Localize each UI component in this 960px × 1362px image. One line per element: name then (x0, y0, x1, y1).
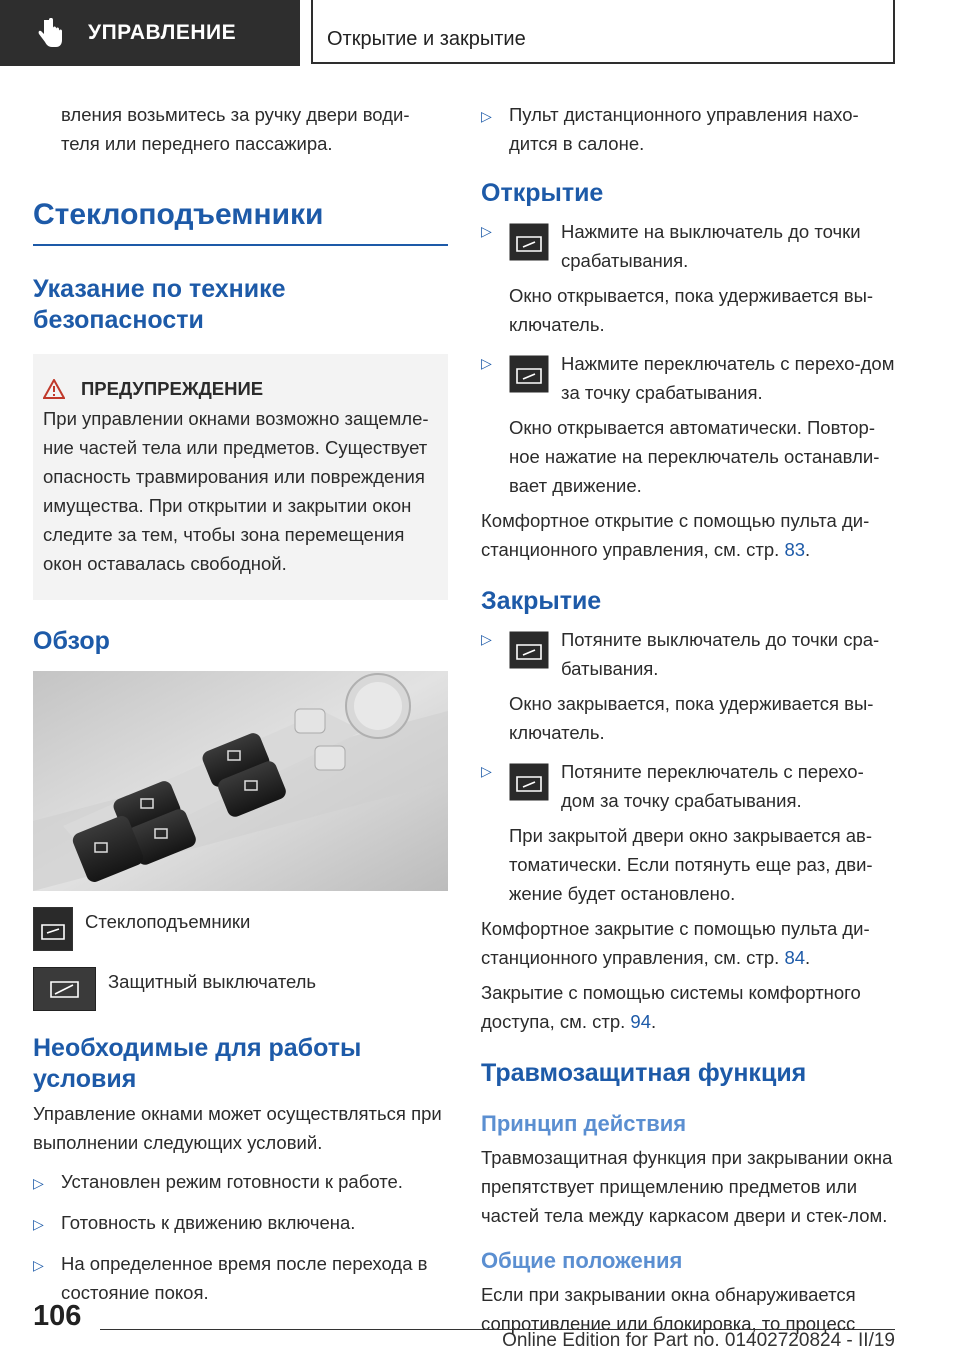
section-tab (0, 0, 300, 66)
list-item-text: На определенное время после перехода в состояние покоя. (61, 1253, 428, 1303)
warning-text: При управлении окнами возможно защемле-ние частей тела или предметов. Существует опасность травмирования или повреждения имущества. При открытии и закрытии окон следите за тем, чтобы зона перемещения окон оставалась свободной. (43, 408, 429, 574)
chapter-title: Открытие и закрытие (327, 28, 526, 50)
step-action: Потяните выключатель до точки сра-батывания. (561, 629, 880, 679)
chapter-box (311, 0, 895, 64)
list-item (33, 1167, 448, 1198)
safety-switch-icon (33, 967, 96, 1011)
list-item (33, 1208, 448, 1239)
list-item-text: Установлен режим готовности к работе. (61, 1171, 403, 1192)
comfort-text: Комфортное закрытие с помощью пульта ди-станционного управления, см. стр. (481, 918, 870, 968)
close-step (481, 625, 896, 683)
page-link[interactable]: 94 (630, 1011, 651, 1032)
section-heading: Стеклоподъемники (33, 198, 448, 246)
principle-heading: Принцип действия (481, 1111, 687, 1136)
open-comfort-text: Комфортное открытие с помощью пульта ди-станционного управления, см. стр. 83. (481, 510, 870, 560)
list-item-text: Пульт дистанционного управления нахо-дится в салоне. (509, 104, 859, 154)
window-switch-photo (33, 671, 448, 891)
warning-title: ПРЕДУПРЕЖДЕНИЕ (81, 378, 264, 399)
triangle-bullet-icon: ▷ (481, 355, 492, 371)
triangle-bullet-icon: ▷ (33, 1175, 44, 1191)
close-step (481, 757, 896, 815)
open-step (481, 349, 896, 407)
general-text: Если при закрывании окна обнаруживается сопротивление или блокировка, то процесс (481, 1284, 856, 1334)
legend-window-switch (33, 907, 448, 951)
intro-text: вления возьмитесь за ручку двери води-теля или переднего пассажира. (61, 104, 410, 154)
step-result: Окно открывается автоматически. Повтор-ное нажатие на переключатель останавли-вает движение. (509, 417, 880, 496)
conditions-heading: Необходимые для работы условия (33, 1034, 362, 1093)
page-header (0, 0, 960, 66)
list-item (481, 100, 896, 158)
right-column (481, 100, 896, 1338)
warning-box (33, 354, 448, 600)
page-number: 106 (33, 1300, 82, 1332)
step-action: Нажмите переключатель с перехо-дом за точку срабатывания. (561, 353, 895, 403)
overview-heading: Обзор (33, 627, 110, 655)
triangle-bullet-icon: ▷ (481, 763, 492, 779)
step-action: Потяните переключатель с перехо-дом за точку срабатывания. (561, 761, 864, 811)
triangle-bullet-icon: ▷ (33, 1257, 44, 1273)
edition-text: Online Edition for Part no. 01402720824 - II/19 (502, 1330, 895, 1351)
close-heading: Закрытие (481, 587, 602, 615)
warning-triangle-icon (43, 379, 65, 399)
step-result: Окно открывается, пока удерживается вы-ключатель. (509, 285, 874, 335)
safety-heading: Указание по технике безопасности (33, 275, 286, 334)
triangle-bullet-icon: ▷ (481, 223, 492, 239)
step-action: Нажмите на выключатель до точки срабатывания. (561, 221, 861, 271)
triangle-bullet-icon: ▷ (481, 631, 492, 647)
window-switch-icon (509, 763, 549, 801)
access-text: Закрытие с помощью системы комфортного доступа, см. стр. 94. (481, 982, 861, 1032)
window-switch-icon (509, 223, 549, 261)
triangle-bullet-icon: ▷ (33, 1216, 44, 1232)
window-switch-icon (509, 631, 549, 669)
step-result: Окно закрывается, пока удерживается вы-ключатель. (509, 693, 874, 743)
page-link[interactable]: 84 (784, 947, 806, 968)
general-heading: Общие положения (481, 1248, 683, 1273)
close-comfort-text: Комфортное закрытие с помощью пульта ди-станционного управления, см. стр. 84. (481, 918, 870, 968)
legend-label: Стеклоподъемники (85, 911, 251, 932)
window-switch-icon (33, 907, 73, 951)
legend-label: Защитный выключатель (108, 971, 317, 992)
access-text-body: Закрытие с помощью системы комфортного доступа, см. стр. (481, 982, 861, 1032)
comfort-text: Комфортное открытие с помощью пульта ди-станционного управления, см. стр. (481, 510, 870, 560)
list-item-text: Готовность к движению включена. (61, 1212, 356, 1233)
open-heading: Открытие (481, 179, 604, 207)
window-switch-icon (509, 355, 549, 393)
legend-safety-switch (33, 967, 448, 1011)
page-footer (0, 1290, 960, 1362)
page-link[interactable]: 83 (784, 539, 806, 560)
pinch-heading: Травмозащитная функция (481, 1059, 807, 1087)
triangle-bullet-icon: ▷ (481, 108, 492, 124)
conditions-intro: Управление окнами может осуществляться при выполнении следующих условий. (33, 1103, 442, 1153)
section-label: УПРАВЛЕНИЕ (88, 21, 237, 44)
step-result: При закрытой двери окно закрывается ав-томатически. Если потянуть еще раз, дви-жение будет остановлено. (509, 825, 873, 904)
principle-text: Травмозащитная функция при закрывании окна препятствует прищемлению предметов или частей тела между каркасом двери и стек-лом. (481, 1147, 893, 1226)
open-step (481, 217, 896, 275)
hand-icon (38, 18, 64, 48)
left-column (33, 100, 448, 1307)
